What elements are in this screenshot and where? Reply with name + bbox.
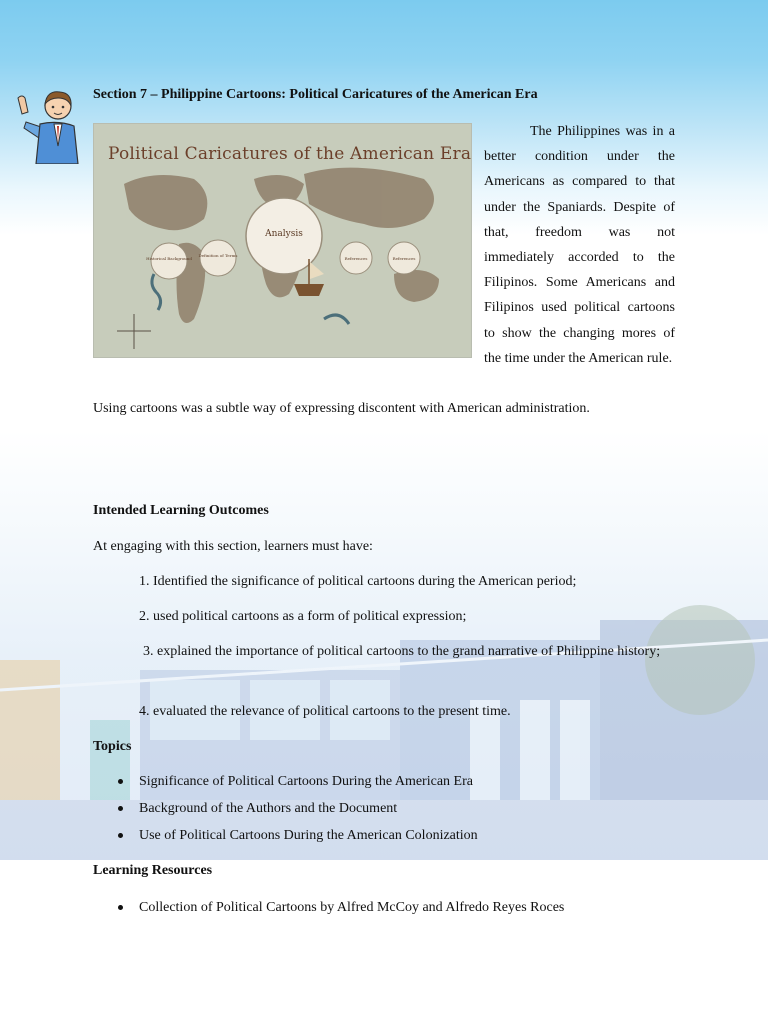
learning-resources-list bbox=[93, 894, 564, 921]
learning-outcome-1: 1. Identified the significance of political cartoons during the American period; bbox=[139, 574, 577, 589]
analysis-hub-label: Analysis bbox=[265, 229, 303, 239]
topics-heading: Topics bbox=[93, 739, 132, 754]
learning-outcome-4: 4. evaluated the relevance of political cartoons to the present time. bbox=[139, 704, 511, 719]
node-label-references-1: References bbox=[344, 256, 368, 261]
learning-resources-heading: Learning Resources bbox=[93, 863, 213, 878]
node-label-references-2: References bbox=[392, 256, 416, 261]
topic-item: Significance of Political Cartoons During the American Era bbox=[93, 768, 478, 795]
world-map-figure bbox=[93, 123, 472, 358]
learning-outcome-3: 3. explained the importance of political cartoons to the grand narrative of Philippine history; bbox=[143, 644, 661, 659]
topics-list bbox=[93, 768, 478, 849]
figure-title: Political Caricatures of the American Era bbox=[108, 144, 472, 164]
intro-paragraph-column bbox=[484, 119, 675, 371]
resource-item: Collection of Political Cartoons by Alfred McCoy and Alfredo Reyes Roces bbox=[93, 894, 564, 921]
intro-column-text: The Philippines was in a better condition under the Americans as compared to that under the Spaniards. Despite of that, freedom was not immediately accorded to the Filipinos. Some Americans and Filipinos used political cartoons to show the changing mores of the time under the American rule. bbox=[484, 124, 675, 366]
topic-item: Use of Political Cartoons During the American Colonization bbox=[93, 822, 478, 849]
learning-outcome-2: 2. used political cartoons as a form of political expression; bbox=[139, 609, 467, 624]
section-heading: Section 7 – Philippine Cartoons: Political Caricatures of the American Era bbox=[93, 87, 538, 102]
learning-outcomes-heading: Intended Learning Outcomes bbox=[93, 503, 269, 518]
node-label-definition-of-terms: Definition of Terms bbox=[198, 253, 238, 258]
learning-outcomes-intro: At engaging with this section, learners must have: bbox=[93, 539, 373, 554]
node-label-historical-background: Historical Background bbox=[146, 256, 192, 261]
topic-item: Background of the Authors and the Document bbox=[93, 795, 478, 822]
teacher-avatar-icon bbox=[14, 84, 88, 164]
intro-paragraph-tail: Using cartoons was a subtle way of expressing discontent with American administration. bbox=[93, 401, 590, 416]
